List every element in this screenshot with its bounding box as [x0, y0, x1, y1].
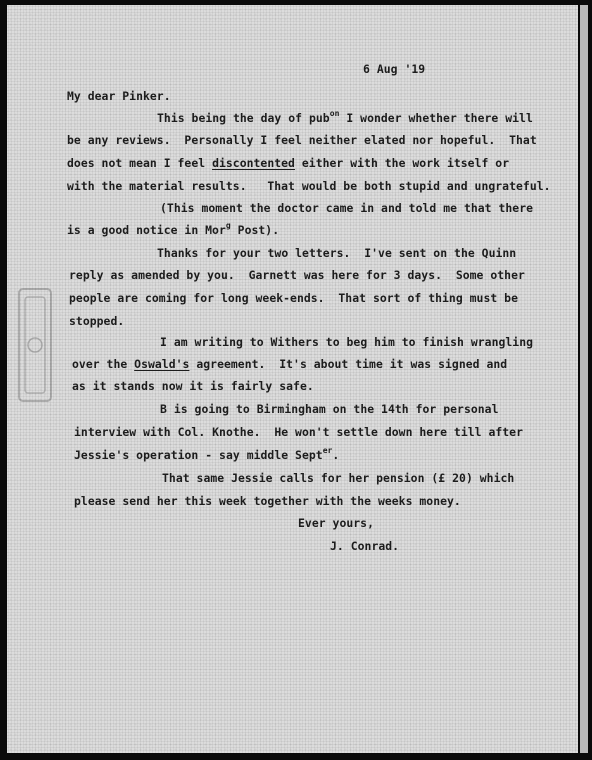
letter-salutation: My dear Pinker. [67, 89, 171, 103]
letter-line: please send her this week together with the weeks money. [74, 494, 461, 508]
letter-line: people are coming for long week-ends. That sort of thing must be [69, 291, 519, 305]
page-edge [580, 5, 588, 753]
archive-stamp-icon [15, 285, 55, 405]
letter-line: That same Jessie calls for her pension (£ 20) which [162, 471, 515, 485]
letter-line: is a good notice in Mor$^g$ Post). [67, 221, 280, 237]
letter-line: (This moment the doctor came in and told me that there [160, 201, 534, 215]
letter-line: B is going to Birmingham on the 14th for personal [160, 402, 499, 416]
letter-closing: Ever yours, [298, 516, 374, 530]
letter-date: 6 Aug '19 [363, 62, 426, 76]
letter-line: with the material results. That would be both stupid and ungrateful. [67, 179, 551, 193]
letter-signature: J. Conrad. [330, 539, 400, 553]
letter-line: over the Oswald's agreement. It's about time it was signed and [72, 357, 508, 371]
letter-line: This being the day of pub$^{on}$ I wonder whether there will [157, 109, 533, 125]
underlined-word: discontented [212, 156, 295, 170]
letter-line: as it stands now it is fairly safe. [72, 379, 314, 393]
letter-line: I am writing to Withers to beg him to finish wrangling [160, 335, 534, 349]
letter-line: interview with Col. Knothe. He won't settle down here till after [74, 425, 524, 439]
letter-line: be any reviews. Personally I feel neither elated nor hopeful. That [67, 133, 537, 147]
underlined-word: Oswald's [134, 357, 190, 371]
letter-line: Jessie's operation - say middle Sept$^{er}$. [74, 446, 340, 462]
letter-line: does not mean I feel discontented either with the work itself or [67, 156, 510, 170]
letter-line: reply as amended by you. Garnett was here for 3 days. Some other [69, 268, 525, 282]
letter-line: stopped. [69, 314, 125, 328]
letter-line: Thanks for your two letters. I've sent on the Quinn [157, 246, 517, 260]
